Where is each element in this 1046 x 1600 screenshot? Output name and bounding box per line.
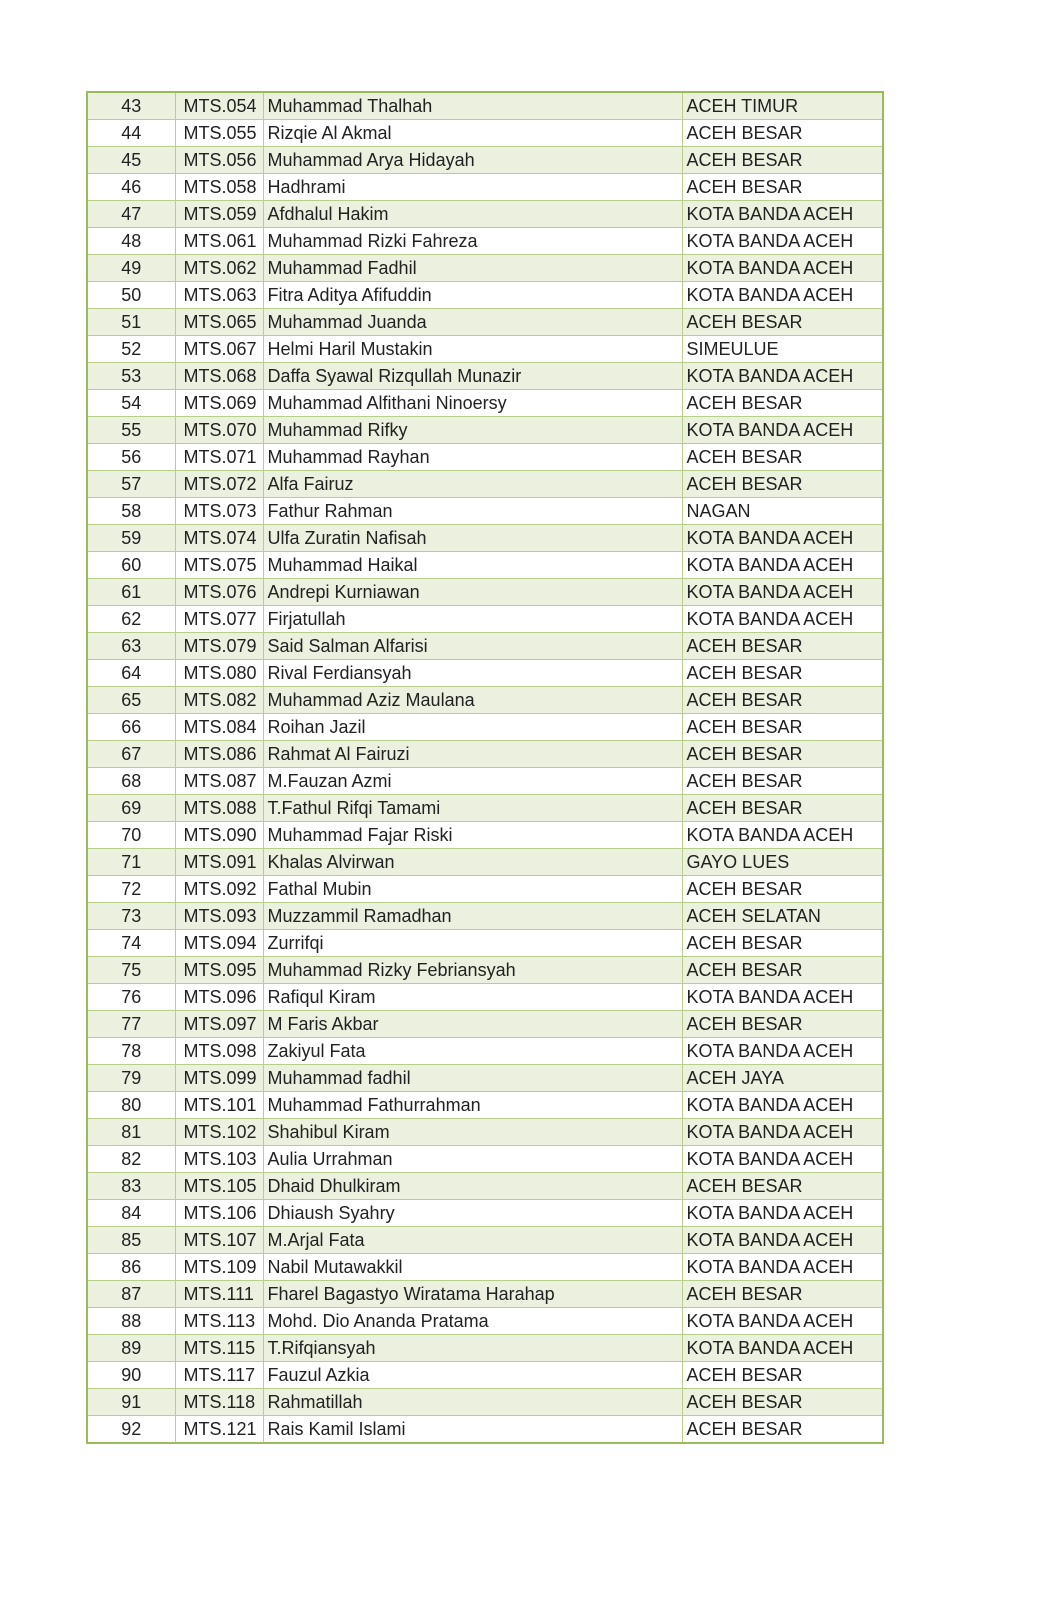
region-cell: KOTA BANDA ACEH [682, 363, 883, 390]
registration-code-cell: MTS.107 [175, 1227, 263, 1254]
row-number-cell: 45 [87, 147, 175, 174]
region-cell: KOTA BANDA ACEH [682, 1146, 883, 1173]
table-row [87, 417, 883, 444]
table-row [87, 1335, 883, 1362]
row-number-cell: 57 [87, 471, 175, 498]
participant-name-cell: Muhammad Juanda [263, 309, 682, 336]
participant-name-cell: Nabil Mutawakkil [263, 1254, 682, 1281]
table-row [87, 336, 883, 363]
region-cell: ACEH BESAR [682, 1011, 883, 1038]
row-number-cell: 89 [87, 1335, 175, 1362]
table-row [87, 1092, 883, 1119]
region-cell: GAYO LUES [682, 849, 883, 876]
registration-code-cell: MTS.092 [175, 876, 263, 903]
registration-code-cell: MTS.093 [175, 903, 263, 930]
table-row [87, 282, 883, 309]
registration-code-cell: MTS.072 [175, 471, 263, 498]
region-cell: KOTA BANDA ACEH [682, 525, 883, 552]
table-row [87, 687, 883, 714]
participant-name-cell: Helmi Haril Mustakin [263, 336, 682, 363]
registration-code-cell: MTS.101 [175, 1092, 263, 1119]
participant-name-cell: M Faris Akbar [263, 1011, 682, 1038]
region-cell: ACEH BESAR [682, 768, 883, 795]
table-row [87, 1281, 883, 1308]
region-cell: ACEH BESAR [682, 120, 883, 147]
registration-code-cell: MTS.065 [175, 309, 263, 336]
participant-name-cell: Fauzul Azkia [263, 1362, 682, 1389]
row-number-cell: 47 [87, 201, 175, 228]
participant-name-cell: Rais Kamil Islami [263, 1416, 682, 1444]
row-number-cell: 79 [87, 1065, 175, 1092]
participant-name-cell: Muhammad fadhil [263, 1065, 682, 1092]
participant-name-cell: Rizqie Al Akmal [263, 120, 682, 147]
region-cell: ACEH BESAR [682, 741, 883, 768]
participant-name-cell: Muhammad Arya Hidayah [263, 147, 682, 174]
region-cell: ACEH BESAR [682, 1416, 883, 1444]
registration-code-cell: MTS.068 [175, 363, 263, 390]
region-cell: KOTA BANDA ACEH [682, 579, 883, 606]
region-cell: KOTA BANDA ACEH [682, 1227, 883, 1254]
table-row [87, 255, 883, 282]
row-number-cell: 85 [87, 1227, 175, 1254]
participant-name-cell: Rival Ferdiansyah [263, 660, 682, 687]
table-row [87, 228, 883, 255]
region-cell: ACEH BESAR [682, 1362, 883, 1389]
row-number-cell: 59 [87, 525, 175, 552]
region-cell: KOTA BANDA ACEH [682, 1335, 883, 1362]
registration-code-cell: MTS.075 [175, 552, 263, 579]
participant-name-cell: Mohd. Dio Ananda Pratama [263, 1308, 682, 1335]
table-row [87, 1200, 883, 1227]
region-cell: ACEH BESAR [682, 471, 883, 498]
table-row [87, 1173, 883, 1200]
row-number-cell: 67 [87, 741, 175, 768]
registration-code-cell: MTS.073 [175, 498, 263, 525]
row-number-cell: 58 [87, 498, 175, 525]
region-cell: ACEH BESAR [682, 444, 883, 471]
region-cell: ACEH BESAR [682, 687, 883, 714]
participant-name-cell: Firjatullah [263, 606, 682, 633]
table-row [87, 633, 883, 660]
registration-code-cell: MTS.084 [175, 714, 263, 741]
registration-code-cell: MTS.056 [175, 147, 263, 174]
row-number-cell: 75 [87, 957, 175, 984]
registration-code-cell: MTS.079 [175, 633, 263, 660]
participant-name-cell: Roihan Jazil [263, 714, 682, 741]
table-row [87, 741, 883, 768]
table-row [87, 1011, 883, 1038]
region-cell: ACEH BESAR [682, 876, 883, 903]
table-row [87, 1038, 883, 1065]
participant-name-cell: Rahmatillah [263, 1389, 682, 1416]
registration-code-cell: MTS.115 [175, 1335, 263, 1362]
region-cell: KOTA BANDA ACEH [682, 1200, 883, 1227]
participant-table [86, 91, 884, 1444]
registration-code-cell: MTS.097 [175, 1011, 263, 1038]
participant-name-cell: Andrepi Kurniawan [263, 579, 682, 606]
table-row [87, 1065, 883, 1092]
region-cell: ACEH BESAR [682, 795, 883, 822]
registration-code-cell: MTS.080 [175, 660, 263, 687]
table-row [87, 660, 883, 687]
participant-name-cell: Muhammad Haikal [263, 552, 682, 579]
row-number-cell: 90 [87, 1362, 175, 1389]
participant-name-cell: Muhammad Fathurrahman [263, 1092, 682, 1119]
participant-name-cell: Shahibul Kiram [263, 1119, 682, 1146]
registration-code-cell: MTS.091 [175, 849, 263, 876]
table-row [87, 957, 883, 984]
registration-code-cell: MTS.070 [175, 417, 263, 444]
participant-name-cell: Daffa Syawal Rizqullah Munazir [263, 363, 682, 390]
registration-code-cell: MTS.055 [175, 120, 263, 147]
region-cell: ACEH BESAR [682, 633, 883, 660]
registration-code-cell: MTS.095 [175, 957, 263, 984]
region-cell: KOTA BANDA ACEH [682, 417, 883, 444]
row-number-cell: 56 [87, 444, 175, 471]
registration-code-cell: MTS.090 [175, 822, 263, 849]
table-row [87, 876, 883, 903]
table-row [87, 768, 883, 795]
table-row [87, 552, 883, 579]
region-cell: ACEH BESAR [682, 1173, 883, 1200]
table-row [87, 1254, 883, 1281]
region-cell: ACEH BESAR [682, 714, 883, 741]
participant-name-cell: Muhammad Rizki Fahreza [263, 228, 682, 255]
participant-name-cell: Muhammad Aziz Maulana [263, 687, 682, 714]
participant-name-cell: M.Fauzan Azmi [263, 768, 682, 795]
row-number-cell: 80 [87, 1092, 175, 1119]
table-row [87, 1416, 883, 1444]
region-cell: KOTA BANDA ACEH [682, 255, 883, 282]
table-row [87, 92, 883, 120]
table-row [87, 201, 883, 228]
row-number-cell: 88 [87, 1308, 175, 1335]
participant-name-cell: Muhammad Fadhil [263, 255, 682, 282]
participant-name-cell: Rafiqul Kiram [263, 984, 682, 1011]
row-number-cell: 54 [87, 390, 175, 417]
participant-name-cell: Dhiaush Syahry [263, 1200, 682, 1227]
row-number-cell: 87 [87, 1281, 175, 1308]
registration-code-cell: MTS.054 [175, 92, 263, 120]
region-cell: ACEH BESAR [682, 390, 883, 417]
registration-code-cell: MTS.118 [175, 1389, 263, 1416]
participant-name-cell: M.Arjal Fata [263, 1227, 682, 1254]
registration-code-cell: MTS.105 [175, 1173, 263, 1200]
row-number-cell: 86 [87, 1254, 175, 1281]
participant-name-cell: Fitra Aditya Afifuddin [263, 282, 682, 309]
table-row [87, 714, 883, 741]
table-row [87, 606, 883, 633]
participant-name-cell: Fharel Bagastyo Wiratama Harahap [263, 1281, 682, 1308]
registration-code-cell: MTS.062 [175, 255, 263, 282]
participant-name-cell: Afdhalul Hakim [263, 201, 682, 228]
row-number-cell: 61 [87, 579, 175, 606]
registration-code-cell: MTS.086 [175, 741, 263, 768]
row-number-cell: 78 [87, 1038, 175, 1065]
registration-code-cell: MTS.109 [175, 1254, 263, 1281]
participant-name-cell: Said Salman Alfarisi [263, 633, 682, 660]
table-row [87, 471, 883, 498]
region-cell: ACEH BESAR [682, 309, 883, 336]
participant-name-cell: Zurrifqi [263, 930, 682, 957]
registration-code-cell: MTS.121 [175, 1416, 263, 1444]
row-number-cell: 83 [87, 1173, 175, 1200]
region-cell: ACEH BESAR [682, 930, 883, 957]
row-number-cell: 69 [87, 795, 175, 822]
row-number-cell: 50 [87, 282, 175, 309]
region-cell: KOTA BANDA ACEH [682, 606, 883, 633]
table-row [87, 147, 883, 174]
row-number-cell: 84 [87, 1200, 175, 1227]
region-cell: KOTA BANDA ACEH [682, 1038, 883, 1065]
region-cell: ACEH SELATAN [682, 903, 883, 930]
region-cell: ACEH BESAR [682, 174, 883, 201]
row-number-cell: 52 [87, 336, 175, 363]
participant-name-cell: Muhammad Alfithani Ninoersy [263, 390, 682, 417]
participant-name-cell: Muhammad Rayhan [263, 444, 682, 471]
region-cell: NAGAN [682, 498, 883, 525]
row-number-cell: 62 [87, 606, 175, 633]
registration-code-cell: MTS.106 [175, 1200, 263, 1227]
participant-name-cell: Hadhrami [263, 174, 682, 201]
row-number-cell: 77 [87, 1011, 175, 1038]
participant-name-cell: Khalas Alvirwan [263, 849, 682, 876]
region-cell: ACEH BESAR [682, 957, 883, 984]
row-number-cell: 49 [87, 255, 175, 282]
region-cell: KOTA BANDA ACEH [682, 228, 883, 255]
table-row [87, 984, 883, 1011]
table-row [87, 849, 883, 876]
registration-code-cell: MTS.077 [175, 606, 263, 633]
participant-name-cell: Muhammad Thalhah [263, 92, 682, 120]
participant-name-cell: Aulia Urrahman [263, 1146, 682, 1173]
registration-code-cell: MTS.096 [175, 984, 263, 1011]
registration-code-cell: MTS.061 [175, 228, 263, 255]
registration-code-cell: MTS.058 [175, 174, 263, 201]
row-number-cell: 46 [87, 174, 175, 201]
participant-name-cell: Rahmat Al Fairuzi [263, 741, 682, 768]
participant-name-cell: T.Rifqiansyah [263, 1335, 682, 1362]
participant-name-cell: Fathur Rahman [263, 498, 682, 525]
participant-name-cell: Fathal Mubin [263, 876, 682, 903]
region-cell: KOTA BANDA ACEH [682, 282, 883, 309]
participant-name-cell: Muhammad Fajar Riski [263, 822, 682, 849]
participant-name-cell: Dhaid Dhulkiram [263, 1173, 682, 1200]
row-number-cell: 81 [87, 1119, 175, 1146]
registration-code-cell: MTS.069 [175, 390, 263, 417]
row-number-cell: 66 [87, 714, 175, 741]
row-number-cell: 48 [87, 228, 175, 255]
row-number-cell: 53 [87, 363, 175, 390]
region-cell: KOTA BANDA ACEH [682, 1092, 883, 1119]
row-number-cell: 73 [87, 903, 175, 930]
table-row [87, 309, 883, 336]
registration-code-cell: MTS.063 [175, 282, 263, 309]
registration-code-cell: MTS.117 [175, 1362, 263, 1389]
participant-table-body [87, 92, 883, 1443]
participant-name-cell: Muhammad Rizky Febriansyah [263, 957, 682, 984]
table-row [87, 444, 883, 471]
table-row [87, 930, 883, 957]
registration-code-cell: MTS.071 [175, 444, 263, 471]
row-number-cell: 51 [87, 309, 175, 336]
region-cell: SIMEULUE [682, 336, 883, 363]
table-row [87, 579, 883, 606]
table-row [87, 1119, 883, 1146]
row-number-cell: 60 [87, 552, 175, 579]
table-row [87, 390, 883, 417]
table-row [87, 903, 883, 930]
row-number-cell: 43 [87, 92, 175, 120]
table-row [87, 120, 883, 147]
registration-code-cell: MTS.094 [175, 930, 263, 957]
participant-name-cell: T.Fathul Rifqi Tamami [263, 795, 682, 822]
region-cell: KOTA BANDA ACEH [682, 822, 883, 849]
region-cell: ACEH JAYA [682, 1065, 883, 1092]
participant-name-cell: Zakiyul Fata [263, 1038, 682, 1065]
row-number-cell: 92 [87, 1416, 175, 1444]
region-cell: ACEH BESAR [682, 1389, 883, 1416]
table-row [87, 1362, 883, 1389]
table-row [87, 822, 883, 849]
registration-code-cell: MTS.099 [175, 1065, 263, 1092]
region-cell: ACEH TIMUR [682, 92, 883, 120]
registration-code-cell: MTS.102 [175, 1119, 263, 1146]
row-number-cell: 64 [87, 660, 175, 687]
row-number-cell: 76 [87, 984, 175, 1011]
registration-code-cell: MTS.103 [175, 1146, 263, 1173]
region-cell: KOTA BANDA ACEH [682, 1308, 883, 1335]
region-cell: KOTA BANDA ACEH [682, 1119, 883, 1146]
table-row [87, 363, 883, 390]
region-cell: KOTA BANDA ACEH [682, 552, 883, 579]
registration-code-cell: MTS.088 [175, 795, 263, 822]
registration-code-cell: MTS.074 [175, 525, 263, 552]
table-row [87, 1146, 883, 1173]
participant-name-cell: Ulfa Zuratin Nafisah [263, 525, 682, 552]
row-number-cell: 70 [87, 822, 175, 849]
registration-code-cell: MTS.059 [175, 201, 263, 228]
row-number-cell: 55 [87, 417, 175, 444]
row-number-cell: 71 [87, 849, 175, 876]
table-row [87, 174, 883, 201]
region-cell: KOTA BANDA ACEH [682, 1254, 883, 1281]
registration-code-cell: MTS.098 [175, 1038, 263, 1065]
table-row [87, 498, 883, 525]
registration-code-cell: MTS.087 [175, 768, 263, 795]
participant-name-cell: Muzzammil Ramadhan [263, 903, 682, 930]
registration-code-cell: MTS.111 [175, 1281, 263, 1308]
region-cell: ACEH BESAR [682, 147, 883, 174]
row-number-cell: 91 [87, 1389, 175, 1416]
region-cell: KOTA BANDA ACEH [682, 201, 883, 228]
region-cell: KOTA BANDA ACEH [682, 984, 883, 1011]
row-number-cell: 44 [87, 120, 175, 147]
participant-name-cell: Alfa Fairuz [263, 471, 682, 498]
registration-code-cell: MTS.067 [175, 336, 263, 363]
row-number-cell: 68 [87, 768, 175, 795]
registration-code-cell: MTS.076 [175, 579, 263, 606]
registration-code-cell: MTS.082 [175, 687, 263, 714]
registration-code-cell: MTS.113 [175, 1308, 263, 1335]
row-number-cell: 72 [87, 876, 175, 903]
table-row [87, 1389, 883, 1416]
row-number-cell: 65 [87, 687, 175, 714]
participant-name-cell: Muhammad Rifky [263, 417, 682, 444]
table-row [87, 1308, 883, 1335]
row-number-cell: 74 [87, 930, 175, 957]
row-number-cell: 63 [87, 633, 175, 660]
region-cell: ACEH BESAR [682, 660, 883, 687]
row-number-cell: 82 [87, 1146, 175, 1173]
region-cell: ACEH BESAR [682, 1281, 883, 1308]
table-row [87, 1227, 883, 1254]
table-row [87, 795, 883, 822]
table-row [87, 525, 883, 552]
